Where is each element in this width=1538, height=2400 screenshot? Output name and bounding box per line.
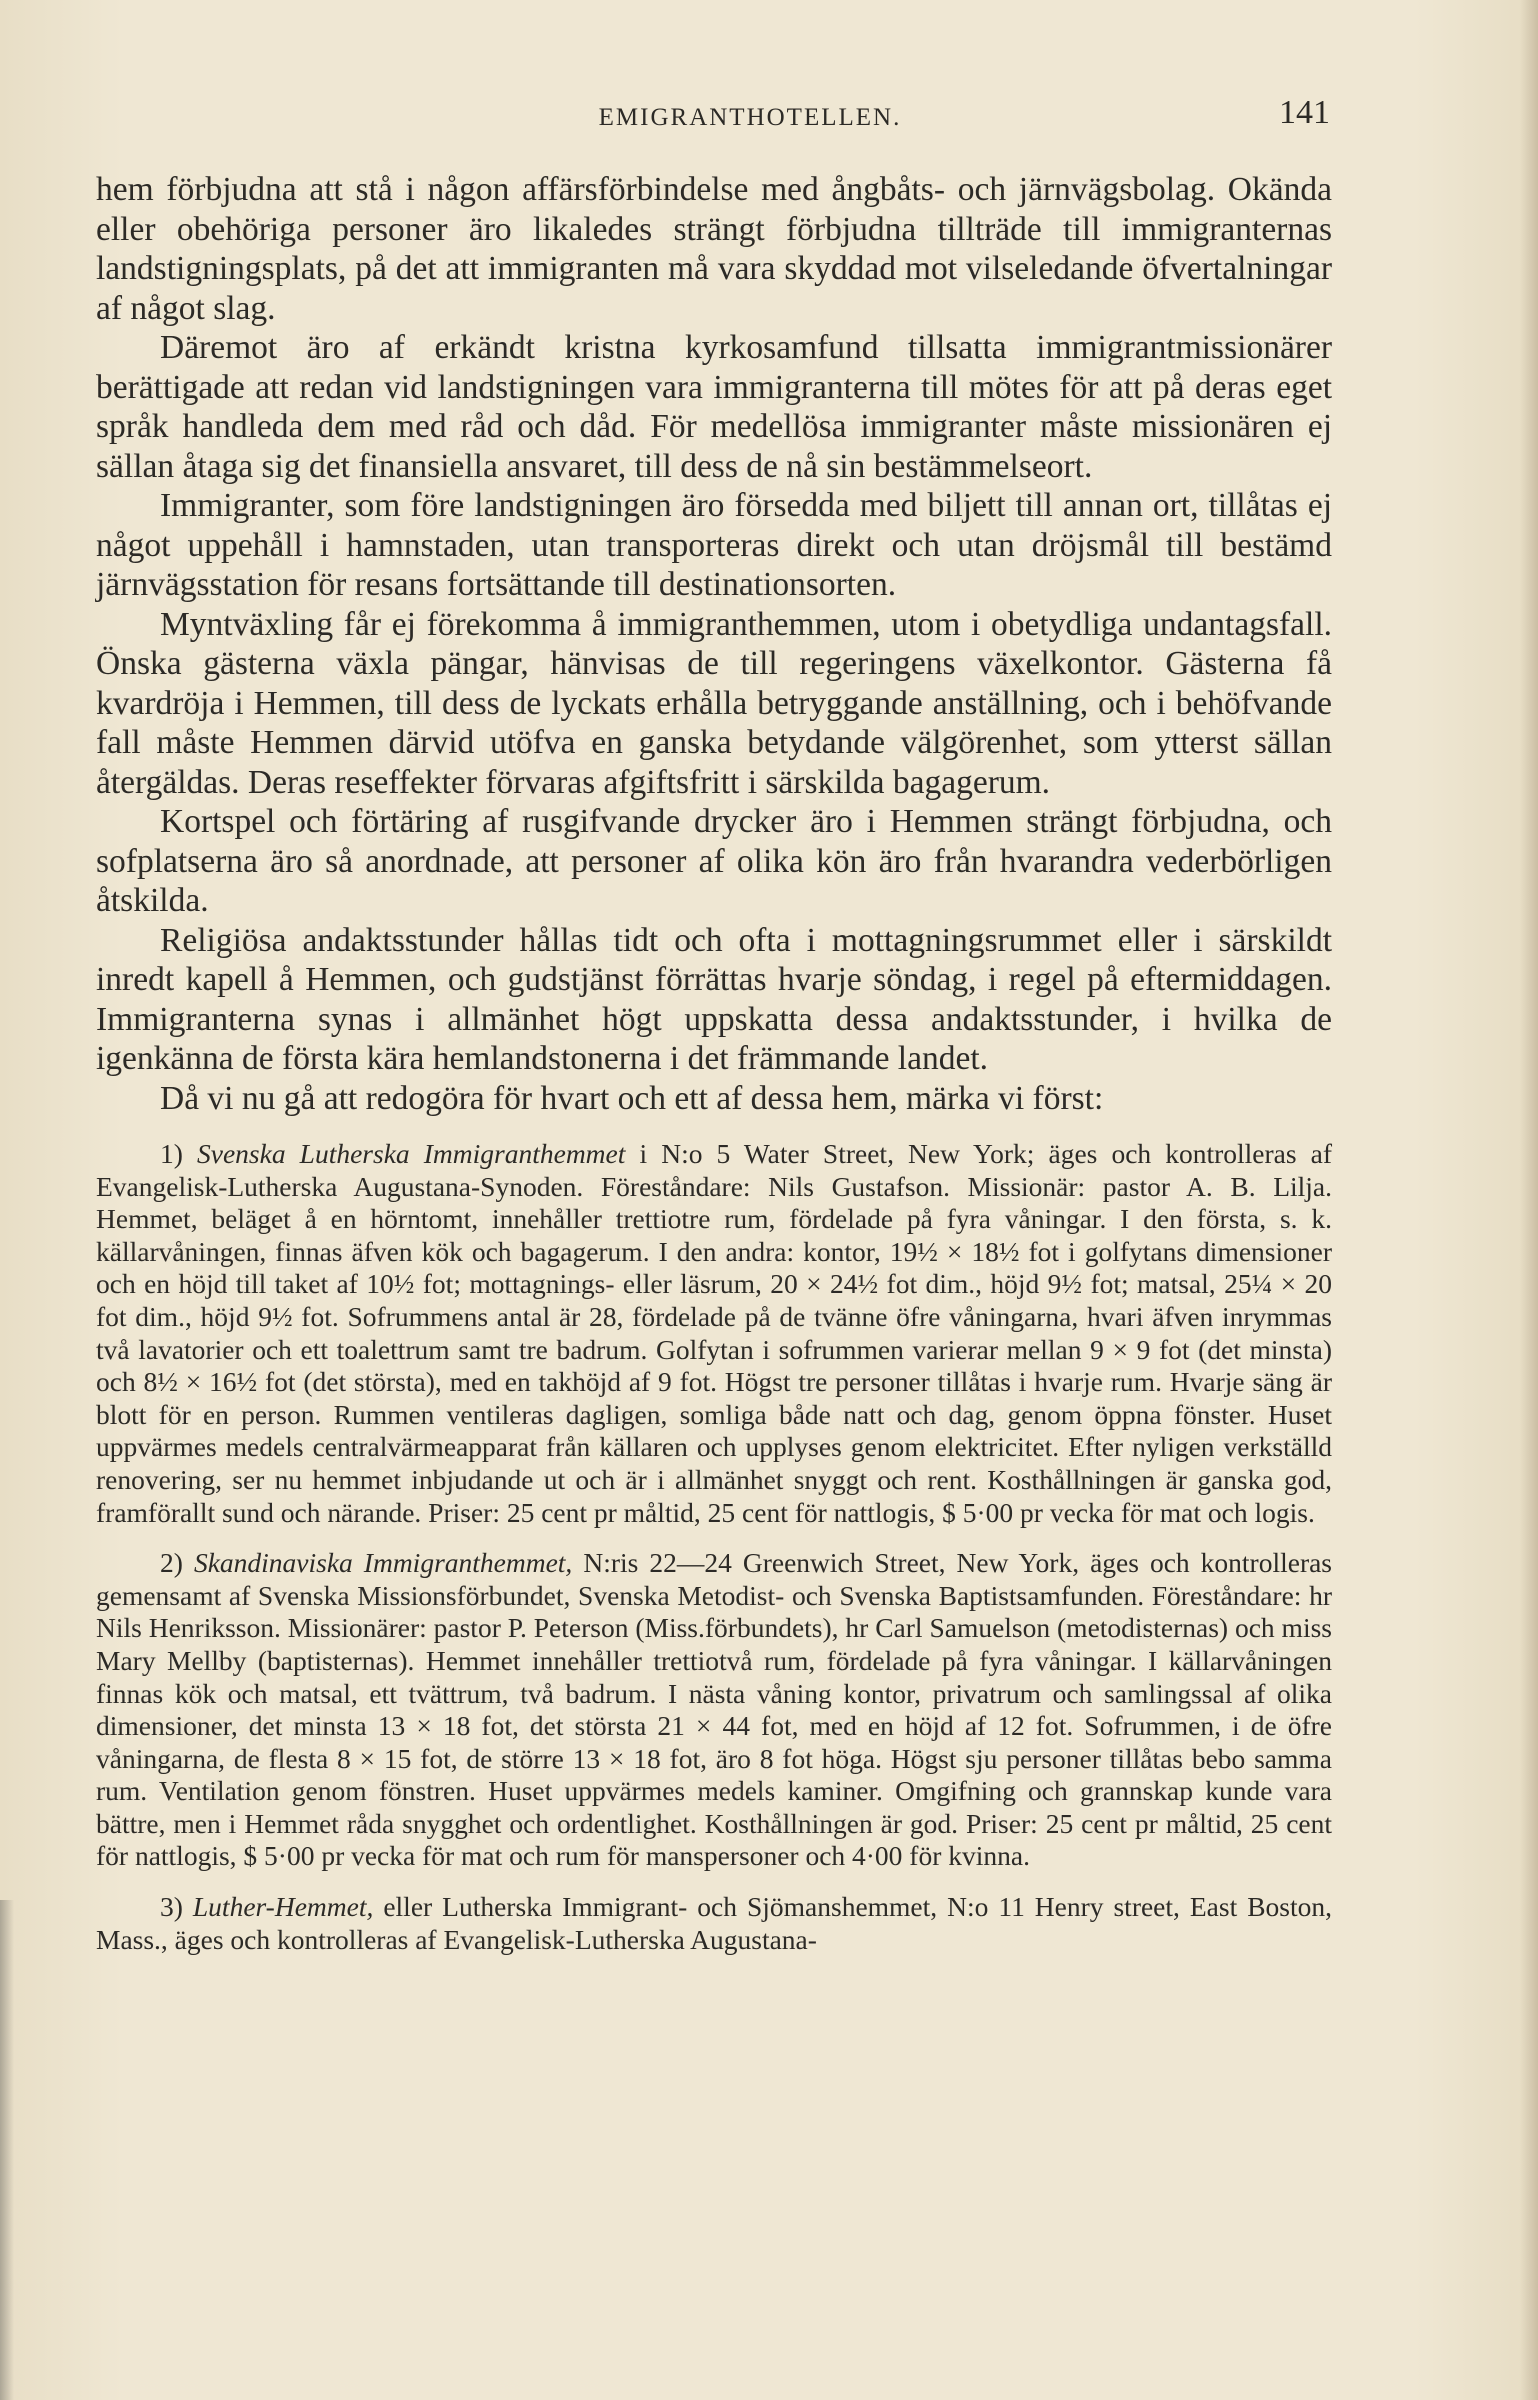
- entry-name: Skandinaviska Immigranthemmet,: [193, 1547, 573, 1579]
- entry-name: Svenska Lutherska Immigranthemmet: [197, 1138, 626, 1169]
- entry-text: eller Lutherska Immigrant- och Sjömanshemmet, N:o 11 Henry street, East Boston, Mass., äges och kontrolleras af Evangelisk-Lutherska Augustana-: [96, 1891, 1332, 1955]
- paragraph: Immigranter, som före landstigningen äro försedda med biljett till annan ort, tillåtas ej något uppehåll i hamnstaden, utan transporteras direkt och utan dröjsmål till bestämd järnvägsstation för resans fortsättande till destinationsorten.: [96, 487, 1332, 603]
- entry-name: Luther-Hemmet,: [192, 1891, 374, 1923]
- hotel-entry: [96, 1891, 1332, 1956]
- entry-text: N:ris 22—24 Greenwich Street, New York, äges och kontrolleras gemensamt af Svenska Missionsförbundet, Svenska Metodist- och Svenska Baptistsamfunden. Föreståndare: hr Nils Henriksson. Missionärer: pastor P. Peterson (Miss.förbundets), hr Carl Samuelson (metodisternas) och miss Mary Mellby (baptisternas). Hemmet innehåller trettiotvå rum, fördelade på fyra våningar. I källarvåningen finnas kök och matsal, ett tvättrum, två badrum. I nästa våning kontor, privatrum och samlingssal af olika dimensioner, det minsta 13 × 18 fot, det största 21 × 44 fot, med en höjd af 12 fot. Sofrummen, i de öfre våningarna, de flesta 8 × 15 fot, de större 13 × 18 fot, äro 8 fot höga. Högst sju personer tillåtas bebo samma rum. Ventilation genom fönstren. Huset uppvärmes medels kaminer. Omgifning och grannskap kunde vara bättre, men i Hemmet råda snygghet och ordentlighet. Kosthållningen är god. Priser: 25 cent pr måltid, 25 cent för nattlogis, $ 5·00 pr vecka för mat och rum för manspersoner och 4·00 för kvinna.: [96, 1547, 1333, 1872]
- entry-number: 1): [160, 1138, 183, 1169]
- hotel-entry: [96, 1547, 1332, 1873]
- paragraph: Myntväxling får ej förekomma å immigranthemmen, utom i obetydliga undantagsfall. Önska gästerna växla pängar, hänvisas de till regeringens växelkontor. Gästerna få kvardröja i Hemmen, till dess de lyckats erhålla betryggande anställning, och i behöfvande fall måste Hemmen därvid utöfva en ganska betydande välgörenhet, som ytterst sällan återgäldas. Deras reseffekter förvaras afgiftsfritt i särskilda bagagerum.: [96, 605, 1332, 801]
- main-text: [96, 170, 1332, 1118]
- paragraph: Däremot äro af erkändt kristna kyrkosamfund tillsatta immigrantmissionärer berättigade att redan vid landstigningen vara immigranterna till mötes för att på deras eget språk handleda dem med råd och dåd. För medellösa immigranter måste missionären ej sällan åtaga sig det finansiella ansvaret, till dess de nå sin bestämmelseort.: [96, 329, 1332, 485]
- page-edge-shadow: [1520, 0, 1538, 2400]
- paragraph: Religiösa andaktsstunder hållas tidt och ofta i mottagningsrummet eller i särskildt inredt kapell å Hemmen, och gudstjänst förrättas hvarje söndag, i regel på eftermiddagen. Immigranterna synas i allmänhet högt uppskatta dessa andaktsstunder, i hvilka de igenkänna de första kära hemlandstonerna i det främmande landet.: [96, 921, 1332, 1077]
- paragraph: Kortspel och förtäring af rusgifvande drycker äro i Hemmen strängt förbjudna, och sofplatserna äro så anordnade, att personer af olika kön äro från hvarandra vederbörligen åtskilda.: [96, 803, 1332, 919]
- hotel-entries: [96, 1138, 1332, 1956]
- page-text: [96, 170, 1332, 1974]
- paragraph: Då vi nu gå att redogöra för hvart och ett af dessa hem, märka vi först:: [160, 1079, 1104, 1117]
- entry-text: i N:o 5 Water Street, New York; äges och kontrolleras af Evangelisk-Lutherska Augustana-Synoden. Föreståndare: Nils Gustafson. Missionär: pastor A. B. Lilja. Hemmet, beläget å en hörntomt, innehåller trettiotre rum, fördelade på fyra våningar. I den första, s. k. källarvåningen, finnas äfven kök och bagagerum. I den andra: kontor, 19½ × 18½ fot i golfytans dimensioner och en höjd till taket af 10½ fot; mottagnings- eller läsrum, 20 × 24½ fot dim., höjd 9½ fot; matsal, 25¼ × 20 fot dim., höjd 9½ fot. Sofrummens antal är 28, fördelade på de tvänne öfre våningarna, hvari äfven inrymmas två lavatorier och ett toalettrum samt tre badrum. Golfytan i sofrummen varierar mellan 9 × 9 fot (det minsta) och 8½ × 16½ fot (det största), med en takhöjd af 9 fot. Högst tre personer tillåtas i hvarje rum. Hvarje säng är blott för en person. Rummen ventileras dagligen, somliga både natt och dag, genom öppna fönster. Huset uppvärmes medels centralvärmeapparat från källaren och upplyses genom elektricitet. Efter nyligen verkställd renovering, ser nu hemmet inbjudande ut och är i allmänhet snyggt och rent. Kosthållningen är ganska god, framförallt sund och närande. Priser: 25 cent pr måltid, 25 cent för nattlogis, $ 5·00 pr vecka för mat och logis.: [96, 1138, 1333, 1528]
- paragraph: hem förbjudna att stå i någon affärsförbindelse med ångbåts- och järnvägsbolag. Okända eller obehöriga personer äro likaledes strängt förbjudna tillträde till immigranternas landstigningsplats, på det att immigranten må vara skyddad mot vilseledande öfvertalningar af något slag.: [96, 171, 1332, 327]
- entry-number: 3): [160, 1891, 183, 1923]
- running-title: EMIGRANTHOTELLEN.: [598, 104, 902, 131]
- page-number: 141: [1279, 94, 1330, 131]
- page-header: [170, 92, 1330, 142]
- entry-number: 2): [160, 1547, 183, 1579]
- page-edge-shadow-left: [0, 1900, 14, 2400]
- hotel-entry: [96, 1138, 1332, 1529]
